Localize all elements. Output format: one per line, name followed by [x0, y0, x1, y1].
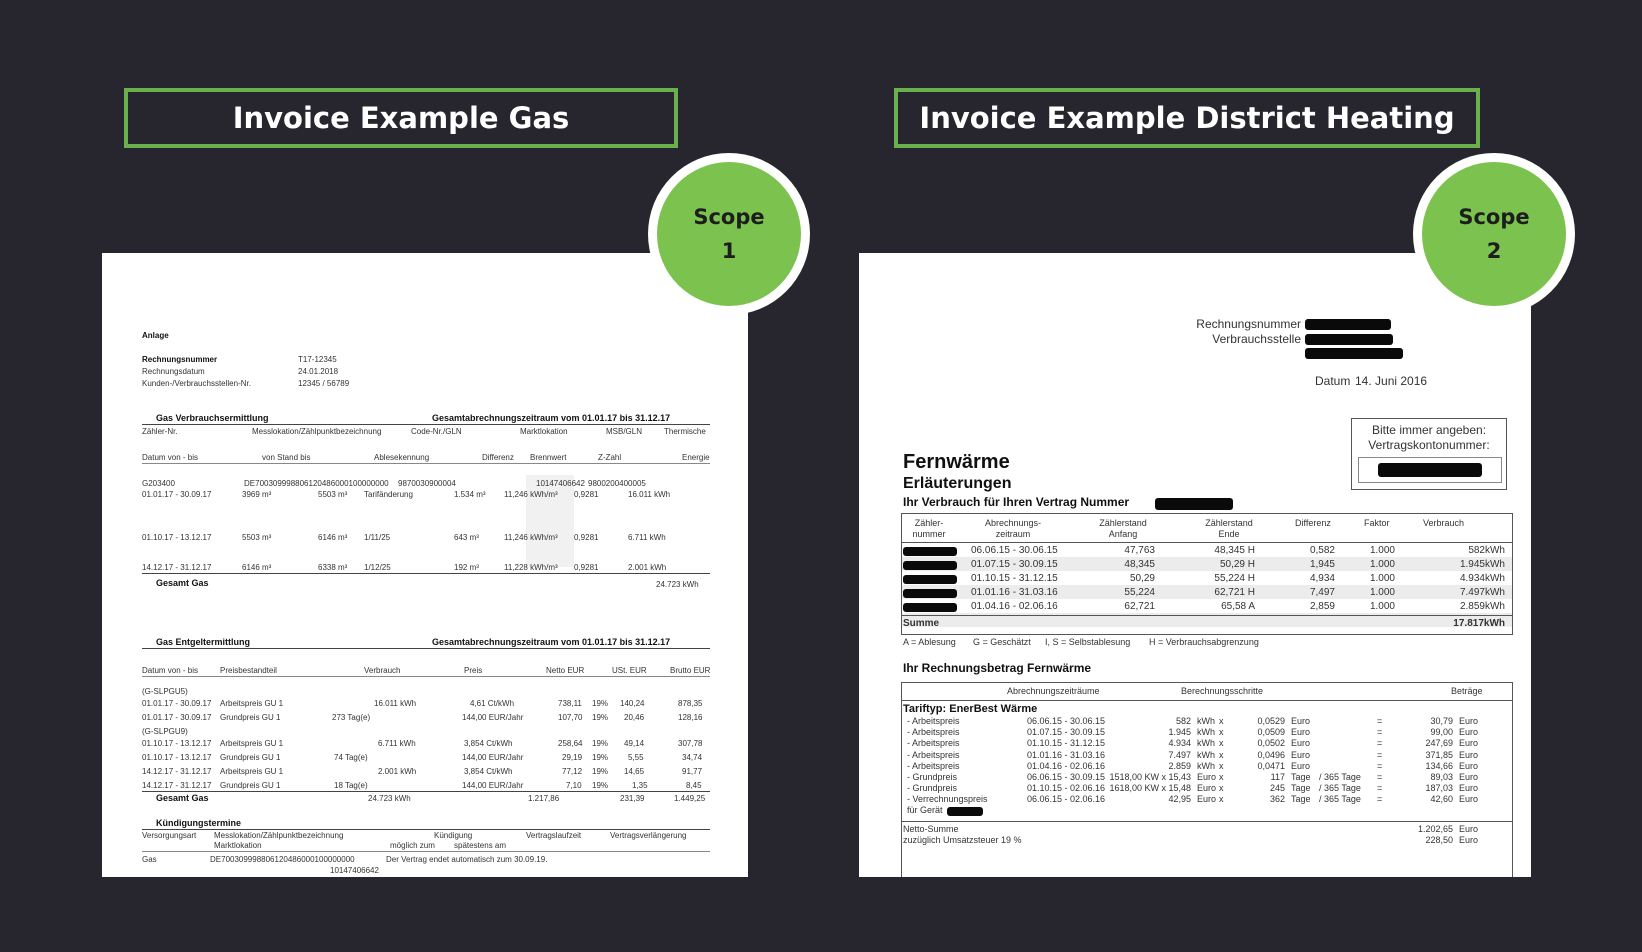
column-header: Marktlokation: [214, 841, 262, 850]
fuer-geraet-label: für Gerät: [907, 805, 943, 815]
column-header: USt. EUR: [612, 666, 647, 675]
meter-msb: 9800200400005: [588, 479, 646, 488]
column-header: Zählerstand Ende: [1205, 518, 1253, 539]
redacted-invoice-number: [1305, 319, 1391, 330]
column-header: Vertragsverlängerung: [610, 831, 687, 840]
consumption-period: Gesamtabrechnungszeitraum vom 01.01.17 bis 31.12.17: [432, 413, 671, 423]
column-header: Beträge: [1451, 686, 1483, 696]
meter-number: G203400: [142, 479, 175, 488]
meta-label: Rechnungsdatum: [142, 367, 205, 376]
rechnungsnummer-label: Rechnungsnummer: [1196, 317, 1301, 331]
legend-item: A = Ablesung: [903, 637, 956, 647]
column-header: Verbrauch: [364, 666, 401, 675]
redacted-consumption-site: [1305, 348, 1403, 359]
column-header: Brutto EUR: [670, 666, 711, 675]
column-header: Zählerstand Anfang: [1099, 518, 1147, 539]
meta-label: Rechnungsnummer: [142, 355, 218, 364]
column-header: Preisbestandteil: [220, 666, 277, 675]
redacted-contract-account: [1378, 463, 1482, 477]
consumption-heading: Gas Verbrauchsermittlung: [156, 413, 269, 423]
billing-heading: Ihr Rechnungsbetrag Fernwärme: [903, 661, 1092, 675]
sum-value: 17.817kWh: [1453, 618, 1505, 629]
meter-location: DE700309998806120486000100000000: [244, 479, 389, 488]
column-header: Preis: [464, 666, 483, 675]
verbrauchsstelle-label: Verbrauchsstelle: [1212, 332, 1301, 346]
meta-label: Kunden-/Verbrauchsstellen-Nr.: [142, 379, 251, 388]
column-header: Vertragslaufzeit: [526, 831, 582, 840]
tariff-label: Tariftyp: EnerBest Wärme: [903, 703, 1038, 715]
meta-value: T17-12345: [298, 355, 337, 364]
column-header: Thermische: [664, 427, 706, 436]
contract-line: Ihr Verbrauch für Ihren Vertrag Nummer: [903, 495, 1130, 509]
legend-item: G = Geschätzt: [973, 637, 1031, 647]
scope-1-badge: [648, 153, 810, 315]
charges-period: Gesamtabrechnungszeitraum vom 01.01.17 bis 31.12.17: [432, 637, 671, 647]
tax-label: zuzüglich Umsatzsteuer 19 %: [903, 835, 1022, 845]
column-header: von Stand bis: [262, 453, 311, 462]
column-header: Faktor: [1364, 518, 1390, 528]
redacted-contract-number: [1155, 498, 1233, 510]
date-value: 14. Juni 2016: [1355, 374, 1428, 388]
contract-account-notice: Bitte immer angeben: Vertragskontonummer:: [1351, 418, 1507, 490]
column-header: Marktlokation: [520, 427, 568, 436]
currency-label: Euro: [1459, 835, 1479, 845]
scope-number: 2: [1486, 239, 1502, 263]
column-header: möglich zum: [390, 841, 435, 850]
column-header: Abrechnungs- zeitraum: [984, 518, 1042, 539]
tax-value: 228,50: [1425, 835, 1453, 845]
erlaeuterungen-heading: Erläuterungen: [903, 475, 1012, 492]
column-header: Datum von - bis: [142, 453, 199, 462]
gas-invoice-title: Invoice Example Gas: [124, 88, 678, 148]
consumption-total-value: 24.723 kWh: [656, 580, 699, 589]
column-header: Verbrauch: [1423, 518, 1465, 528]
net-sum-value: 1.202,65: [1417, 824, 1453, 834]
meta-value: 24.01.2018: [298, 367, 339, 376]
charges-heading: Gas Entgeltermittlung: [156, 637, 251, 647]
column-header: Brennwert: [530, 453, 567, 462]
tariff-group-label: (G-SLPGU5): [142, 687, 188, 696]
legend-item: H = Verbrauchsabgrenzung: [1149, 637, 1259, 647]
redacted-consumption-site: [1305, 334, 1393, 345]
meter-marktlokation: 10147406642: [536, 479, 585, 488]
district-heating-invoice-document: Rechnungsnummer Verbrauchsstelle Datum 14. Juni 2016 Bitte immer angeben: Vertragskontonummer: Fernwärme Erläuterungen Ihr Verbrauch für Ihren Vertrag Nummer Zähler- nummer Abrechnungs- zeitraum Zählerstand Anfang Zählerstand Ende Differenz Faktor Verbrauch 06.06.15 - 30.06.15 47,763 48,345 H 0,582 1.000 582kWh 01.07.15 - 30.09.15 48,345 50,29 H 1,945 1.000 1.945kWh 01.10.15 - 31.12.15 50,29 55,224 H 4,934 1.000 4.934kWh 01.01.16 - 31.03.16 55,224 62,721 H 7,497 1.000 7.497kWh 01.04.16 - 02.06.16 62,721 65,58 A 2,859 1.000 2.859kWh Summe 17.817kWh A = Ablesung G = Geschätzt I, S = Selbstablesung H = Verbrauchsabgrenzung Ihr Rechnungsbetrag Fernwärme Abrechnungszeiträume Berechnungsschritte Beträge Tariftyp: EnerBest Wärme - Arbeitspreis 06.06.15 - 30.06.15 582 kWh x 0,0529 Euro = 30,79 Euro - Arbeitspreis 01.07.15 - 30.09.15 1.945 kWh x 0,0509 Euro = 99,00 Euro - Arbeitspreis 01.10.15 - 31.12.15 4.934 kWh x 0,0502 Euro = 247,69 Euro - Arbeitspreis 01.01.16 - 31.03.16 7.497 kWh x 0,0496 Euro = 371,85 Euro - Arbeitspreis 01.04.16 - 02.06.16 2.859 kWh x 0,0471 Euro = 134,66 Euro - Grundpreis 06.06.15 - 30.09.15 1518,00 KW x 15,43 Euro x 117 Tage / 365 Tage = 89,03 Euro - Grundpreis 01.10.15 - 02.06.16 1618,00 KW x 15,48 Euro x 245 Tage / 365 Tage = 187,03 Euro - Verrechnungspreis 06.06.15 - 02.06.16 42,95 Euro x 362 Tage / 365 Tage = 42,60 Euro für Gerät Netto-Summe 1.202,65 Euro zuzüglich Umsatzsteuer 19 % 228,50 Euro: [859, 253, 1531, 877]
date-label: Datum: [1315, 374, 1351, 388]
sum-label: Summe: [903, 618, 940, 629]
column-header: Ablesekennung: [374, 453, 430, 462]
termination-heading: Kündigungstermine: [156, 818, 241, 828]
fernwaerme-heading: Fernwärme: [903, 451, 1010, 473]
column-header: spätestens am: [454, 841, 507, 850]
currency-label: Euro: [1459, 824, 1479, 834]
column-header: Kündigung: [434, 831, 473, 840]
scope-label: Scope: [1458, 205, 1530, 229]
column-header: Messlokation/Zählpunktbezeichnung: [214, 831, 344, 840]
column-header: Messlokation/Zählpunktbezeichnung: [252, 427, 382, 436]
column-header: Code-Nr./GLN: [411, 427, 462, 436]
meter-code: 9870030900004: [398, 479, 456, 488]
column-header: Z-Zahl: [598, 453, 622, 462]
tariff-group-label: (G-SLPGU9): [142, 727, 188, 736]
scope-2-badge: [1413, 153, 1575, 315]
column-header: MSB/GLN: [606, 427, 643, 436]
gas-invoice-document: Anlage Rechnungsnummer T17-12345 Rechnungsdatum 24.01.2018 Kunden-/Verbrauchsstellen-Nr. 12345 / 56789 Gas Verbrauchsermittlung Gesamtabrechnungszeitraum vom 01.01.17 bis 31.12.17 Zähler-Nr. Messlokation/Zählpunktbezeichnung Code-Nr./GLN Marktlokation MSB/GLN Thermische Datum von - bis von Stand bis Ablesekennung Differenz Brennwert Z-Zahl Energie G203400 DE700309998806120486000100000000 9870030900004 10147406642 9800200400005 01.01.17 - 30.09.17 3969 m³ 5503 m³ Tarifänderung 1.534 m³ 11,246 kWh/m³ 0,9281 16.011 kWh 01.10.17 - 13.12.17 5503 m³ 6146 m³ 1/11/25 643 m³ 11,246 kWh/m³ 0,9281 6.711 kWh 14.12.17 - 31.12.17 6146 m³ 6338 m³ 1/12/25 192 m³ 11,228 kWh/m³ 0,9281 2.001 kWh Gesamt Gas 24.723 kWh Gas Entgeltermittlung Gesamtabrechnungszeitraum vom 01.01.17 bis 31.12.17 Datum von - bis Preisbestandteil Verbrauch Preis Netto EUR USt. EUR Brutto EUR (G-SLPGU5) 01.01.17 - 30.09.17 Arbeitspreis GU 1 16.011 kWh 4,61 Ct/kWh 738,11 19% 140,24 878,35 01.01.17 - 30.09.17 Grundpreis GU 1 273 Tag(e) 144,00 EUR/Jahr 107,70 19% 20,46 128,16 (G-SLPGU9) 01.10.17 - 13.12.17 Arbeitspreis GU 1 6.711 kWh 3,854 Ct/kWh 258,64 19% 49,14 307,78 01.10.17 - 13.12.17 Grundpreis GU 1 74 Tag(e) 144,00 EUR/Jahr 29,19 19% 5,55 34,74 14.12.17 - 31.12.17 Arbeitspreis GU 1 2.001 kWh 3,854 Ct/kWh 77,12 19% 14,65 91,77 14.12.17 - 31.12.17 Grundpreis GU 1 18 Tag(e) 144,00 EUR/Jahr 7,10 19% 1,35 8,45 Gesamt Gas 24.723 kWh 1.217,86 231,39 1.449,25 Kündigungstermine Versorgungsart Messlokation/Zählpunktbezeichnung Kündigung Vertragslaufzeit Vertragsverlängerung Marktlokation möglich zum spätestens am Gas DE700309998806120486000100000000 Der Vertrag endet automatisch zum 30.09.19. 10147406642: [102, 253, 748, 877]
meta-value: 12345 / 56789: [298, 379, 350, 388]
consumption-total-label: Gesamt Gas: [156, 578, 209, 588]
scope-number: 1: [721, 239, 737, 263]
column-header: Energie: [682, 453, 710, 462]
anlage-label: Anlage: [142, 331, 169, 340]
legend-item: I, S = Selbstablesung: [1045, 637, 1131, 647]
column-header: Versorgungsart: [142, 831, 197, 840]
column-header: Differenz: [482, 453, 514, 462]
column-header: Datum von - bis: [142, 666, 199, 675]
column-header: Abrechnungszeiträume: [1007, 686, 1100, 696]
column-header: Zähler-Nr.: [142, 427, 178, 436]
redacted-device: [947, 807, 983, 816]
column-header: Differenz: [1295, 518, 1331, 528]
scope-label: Scope: [693, 205, 765, 229]
district-heating-invoice-title: Invoice Example District Heating: [894, 88, 1480, 148]
column-header: Zähler- nummer: [912, 518, 946, 539]
column-header: Berechnungsschritte: [1181, 686, 1264, 696]
net-sum-label: Netto-Summe: [903, 824, 959, 834]
column-header: Netto EUR: [546, 666, 585, 675]
